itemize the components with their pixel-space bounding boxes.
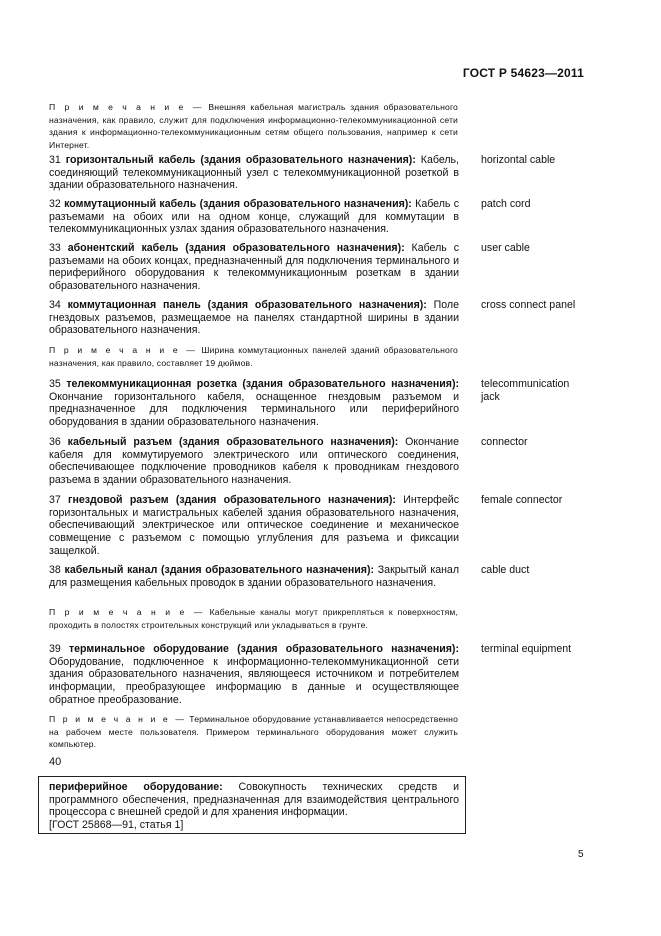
term-definition: Кабель, соединяющий телекоммуникационный узел с телекоммуникационной розеткой в здании образовательного назначения. xyxy=(49,154,459,192)
note-label: П р и м е ч а н и е — xyxy=(49,345,198,355)
term-title: кабельный канал (здания образовательного назначения): xyxy=(64,564,375,576)
term-definition: Интерфейс горизонтальных и магистральных кабелей здания образовательного назначения, обеспечивающий электрическое или оптическое соединение и механическое совмещение с разъемом с помощью углубления для разъема и фиксации защелкой. xyxy=(49,494,460,557)
note-label: П р и м е ч а н и е — xyxy=(49,714,187,724)
term-33 xyxy=(49,242,459,293)
note-text: Кабельные каналы могут прикрепляться к поверхностям, проходить в полостях строительных конструкций или укладываться в грунте. xyxy=(49,607,458,630)
definition-box-text xyxy=(49,781,459,832)
term-number: 38 xyxy=(49,564,61,576)
term-title: телекоммуникационная розетка (здания образовательного назначения): xyxy=(66,378,460,390)
term-35-english: telecommunication jack xyxy=(481,378,570,403)
term-number: 31 xyxy=(49,154,61,166)
term-31-english: horizontal cable xyxy=(481,154,556,166)
term-number: 34 xyxy=(49,299,61,311)
term-37-english: female connector xyxy=(481,494,563,506)
term-number: 39 xyxy=(49,643,61,655)
term-definition: Окончание горизонтального кабеля, оснащенное гнездовым разъемом и предназначенное для подключения терминального или периферийного оборудования в здании образовательного назначения. xyxy=(49,390,459,429)
paragraph-number-40: 40 xyxy=(49,756,62,768)
note-label: П р и м е ч а н и е — xyxy=(49,607,205,617)
term-38-english: cable duct xyxy=(481,564,530,576)
note-text: Внешняя кабельная магистраль здания образовательного назначения, как правило, служит для подключения информационно-телекоммуникационной сети здания к информационно-телекоммуникационным сетям общего пользования, например к сети Интернет. xyxy=(49,102,458,150)
term-definition: Кабель с разъемами на обоих или на одном конце, служащий для коммутации в телекоммуникационных узлах здания образовательного назначения. xyxy=(49,198,460,236)
term-number: 32 xyxy=(49,198,61,210)
term-number: 35 xyxy=(49,378,61,390)
term-39-english: terminal equipment xyxy=(481,643,572,655)
box-definition: Совокупность технических средств и программного обеспечения, предназначенная для взаимодействия центрального процессора с внешней средой и для хранения информации. xyxy=(49,781,459,819)
term-32 xyxy=(49,198,459,236)
term-definition: Поле гнездовых разъемов, размещаемое на панелях стандартной ширины в здании образовательного назначения. xyxy=(49,299,459,337)
term-title: горизонтальный кабель (здания образовательного назначения): xyxy=(65,154,416,166)
term-34-english: cross connect panel xyxy=(481,299,576,311)
term-definition: Закрытый канал для размещения кабельных проводок в здании образовательного назначения. xyxy=(49,564,460,589)
term-38 xyxy=(49,564,459,589)
term-title: коммутационная панель (здания образовательного назначения): xyxy=(67,299,427,311)
term-36-english: connector xyxy=(481,436,528,448)
term-definition: Кабель с разъемами на обоих концах, предназначенный для подключения терминального и периферийного оборудования к телекоммуникационным розеткам в здании образовательного назначения. xyxy=(49,242,459,293)
term-definition: Оборудование, подключенное к информационно-телекоммуникационной сети здания образовательного назначения, являющееся источником и потребителем информации, преобразующее информацию в данные и осуществляющее обратное преобразование. xyxy=(49,655,459,706)
term-title: абонентский кабель (здания образовательного назначения): xyxy=(67,242,405,254)
term-number: 36 xyxy=(49,436,61,448)
note-external-cable xyxy=(49,101,458,151)
term-36 xyxy=(49,436,459,487)
standard-header: ГОСТ Р 54623—2011 xyxy=(462,66,584,80)
term-33-english: user cable xyxy=(481,242,530,254)
note-term-38 xyxy=(49,606,458,631)
term-title: кабельный разъем (здания образовательного назначения): xyxy=(67,436,399,448)
term-31 xyxy=(49,154,459,192)
note-text: Терминальное оборудование устанавливается непосредственно на рабочем месте пользователя. Примером терминального оборудования может служить компьютер. xyxy=(49,714,458,750)
note-term-34 xyxy=(49,344,458,369)
term-39 xyxy=(49,643,459,707)
page-number: 5 xyxy=(578,849,584,860)
term-number: 37 xyxy=(49,494,61,506)
term-definition: Окончание кабеля для коммутируемого электрического или оптического соединения, обеспечивающее подключение проводников кабеля к проводникам гнездового разъема в здании образовательного назначения. xyxy=(49,436,459,487)
box-reference: [ГОСТ 25868—91, статья 1] xyxy=(49,819,184,832)
term-title: гнездовой разъем (здания образовательного назначения): xyxy=(68,494,396,506)
note-term-39 xyxy=(49,713,458,751)
term-34 xyxy=(49,299,459,337)
term-number: 33 xyxy=(49,242,61,254)
note-label: П р и м е ч а н и е — xyxy=(49,102,204,112)
term-35 xyxy=(49,378,459,429)
term-title: коммутационный кабель (здания образовательного назначения): xyxy=(64,198,412,210)
term-37 xyxy=(49,494,459,558)
term-32-english: patch cord xyxy=(481,198,531,210)
term-title: терминальное оборудование (здания образовательного назначения): xyxy=(68,643,459,655)
box-term: периферийное оборудование: xyxy=(49,781,223,793)
note-text: Ширина коммутационных панелей зданий образовательного назначения, как правило, составляет 19 дюймов. xyxy=(49,345,458,368)
